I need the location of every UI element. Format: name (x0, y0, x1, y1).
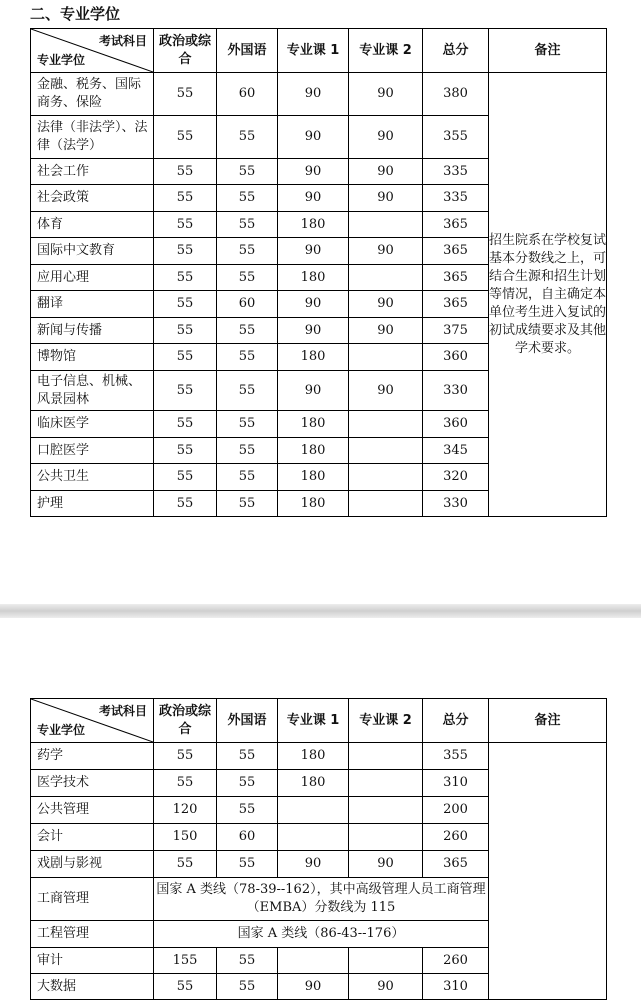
politics-score: 55 (154, 159, 217, 185)
politics-score: 55 (154, 974, 217, 1000)
foreign-language-score: 55 (217, 371, 278, 411)
score-table-1 (30, 28, 607, 517)
total-score: 330 (423, 491, 489, 517)
degree-name: 社会工作 (31, 159, 154, 185)
degree-name: 新闻与传播 (31, 318, 154, 344)
total-score: 365 (423, 238, 489, 265)
course-1-score (278, 797, 349, 824)
politics-score: 55 (154, 185, 217, 212)
foreign-language-score: 55 (217, 770, 278, 797)
course-1-score: 180 (278, 411, 349, 438)
header-exam-subjects: 考试科目 (98, 34, 147, 48)
header-note: 备注 (489, 699, 607, 743)
section-title: 二、专业学位 (30, 5, 121, 23)
course-2-score: 90 (349, 291, 423, 318)
degree-name: 戏剧与影视 (31, 851, 154, 878)
header-total: 总分 (423, 699, 489, 743)
course-2-score: 90 (349, 159, 423, 185)
total-score: 365 (423, 851, 489, 878)
degree-name: 翻译 (31, 291, 154, 318)
course-2-score (349, 344, 423, 371)
table-header-row (31, 29, 607, 73)
header-course-2: 专业课 2 (349, 29, 423, 73)
total-score: 330 (423, 371, 489, 411)
course-2-score: 90 (349, 851, 423, 878)
course-1-score: 90 (278, 318, 349, 344)
politics-score: 55 (154, 491, 217, 517)
degree-name: 审计 (31, 948, 154, 974)
header-politics: 政治或综合 (154, 29, 217, 73)
foreign-language-score: 60 (217, 291, 278, 318)
table-row (31, 73, 607, 116)
course-2-score (349, 743, 423, 770)
table-header-row (31, 699, 607, 743)
national-line-text: 国家 A 类线（86-43--176） (154, 921, 489, 948)
degree-name: 公共卫生 (31, 464, 154, 491)
course-2-score: 90 (349, 116, 423, 159)
politics-score: 55 (154, 291, 217, 318)
total-score: 365 (423, 265, 489, 291)
degree-name: 口腔医学 (31, 438, 154, 464)
course-1-score: 180 (278, 438, 349, 464)
total-score: 260 (423, 824, 489, 851)
foreign-language-score: 55 (217, 974, 278, 1000)
degree-name: 大数据 (31, 974, 154, 1000)
header-note: 备注 (489, 29, 607, 73)
total-score: 345 (423, 438, 489, 464)
total-score: 310 (423, 770, 489, 797)
header-course-1: 专业课 1 (278, 699, 349, 743)
degree-name: 电子信息、机械、风景园林 (31, 371, 154, 411)
degree-name: 临床医学 (31, 411, 154, 438)
header-degree: 专业学位 (37, 53, 86, 67)
course-1-score: 90 (278, 73, 349, 116)
course-1-score: 90 (278, 116, 349, 159)
course-1-score: 90 (278, 291, 349, 318)
total-score: 335 (423, 185, 489, 212)
foreign-language-score: 55 (217, 438, 278, 464)
politics-score: 55 (154, 770, 217, 797)
total-score: 355 (423, 743, 489, 770)
foreign-language-score: 55 (217, 238, 278, 265)
course-2-score: 90 (349, 238, 423, 265)
degree-name: 社会政策 (31, 185, 154, 212)
course-2-score (349, 265, 423, 291)
course-1-score: 180 (278, 491, 349, 517)
foreign-language-score: 55 (217, 116, 278, 159)
foreign-language-score: 55 (217, 411, 278, 438)
score-table-2 (30, 698, 607, 1000)
foreign-language-score: 60 (217, 824, 278, 851)
degree-name: 护理 (31, 491, 154, 517)
politics-score: 55 (154, 238, 217, 265)
degree-name: 工程管理 (31, 921, 154, 948)
degree-name: 会计 (31, 824, 154, 851)
foreign-language-score: 60 (217, 73, 278, 116)
header-foreign-language: 外国语 (217, 29, 278, 73)
course-2-score: 90 (349, 318, 423, 344)
course-2-score (349, 948, 423, 974)
politics-score: 55 (154, 318, 217, 344)
diagonal-header-cell (31, 29, 154, 73)
politics-score: 55 (154, 743, 217, 770)
politics-score: 55 (154, 116, 217, 159)
course-1-score: 180 (278, 265, 349, 291)
header-degree: 专业学位 (37, 723, 86, 737)
politics-score: 55 (154, 73, 217, 116)
foreign-language-score: 55 (217, 212, 278, 238)
course-1-score: 180 (278, 212, 349, 238)
course-1-score: 180 (278, 464, 349, 491)
course-1-score: 90 (278, 185, 349, 212)
course-1-score: 180 (278, 344, 349, 371)
course-2-score: 90 (349, 371, 423, 411)
diagonal-header-cell (31, 699, 154, 743)
politics-score: 55 (154, 411, 217, 438)
foreign-language-score: 55 (217, 743, 278, 770)
politics-score: 55 (154, 371, 217, 411)
course-2-score (349, 824, 423, 851)
total-score: 365 (423, 291, 489, 318)
foreign-language-score: 55 (217, 265, 278, 291)
course-1-score: 180 (278, 743, 349, 770)
course-1-score (278, 824, 349, 851)
course-1-score: 90 (278, 851, 349, 878)
degree-name: 金融、税务、国际商务、保险 (31, 73, 154, 116)
foreign-language-score: 55 (217, 491, 278, 517)
course-2-score (349, 212, 423, 238)
foreign-language-score: 55 (217, 159, 278, 185)
degree-name: 药学 (31, 743, 154, 770)
header-foreign-language: 外国语 (217, 699, 278, 743)
politics-score: 55 (154, 464, 217, 491)
header-politics: 政治或综合 (154, 699, 217, 743)
header-total: 总分 (423, 29, 489, 73)
foreign-language-score: 55 (217, 185, 278, 212)
total-score: 260 (423, 948, 489, 974)
course-1-score: 90 (278, 974, 349, 1000)
politics-score: 150 (154, 824, 217, 851)
degree-name: 医学技术 (31, 770, 154, 797)
note-cell: 招生院系在学校复试基本分数线之上，可结合生源和招生计划等情况，自主确定本单位考生进入复试的初试成绩要求及其他学术要求。 (489, 73, 607, 517)
degree-name: 公共管理 (31, 797, 154, 824)
course-1-score: 90 (278, 159, 349, 185)
degree-name: 国际中文教育 (31, 238, 154, 265)
politics-score: 55 (154, 438, 217, 464)
politics-score: 155 (154, 948, 217, 974)
foreign-language-score: 55 (217, 948, 278, 974)
foreign-language-score: 55 (217, 464, 278, 491)
politics-score: 55 (154, 265, 217, 291)
national-line-text: 国家 A 类线（78-39--162），其中高级管理人员工商管理（EMBA）分数线为 115 (154, 878, 489, 921)
course-2-score (349, 491, 423, 517)
degree-name: 博物馆 (31, 344, 154, 371)
total-score: 320 (423, 464, 489, 491)
degree-name: 法律（非法学）、法律（法学） (31, 116, 154, 159)
politics-score: 55 (154, 212, 217, 238)
degree-name: 工商管理 (31, 878, 154, 921)
total-score: 360 (423, 411, 489, 438)
header-course-2: 专业课 2 (349, 699, 423, 743)
course-1-score: 90 (278, 238, 349, 265)
note-cell (489, 743, 607, 1000)
foreign-language-score: 55 (217, 797, 278, 824)
politics-score: 55 (154, 851, 217, 878)
total-score: 200 (423, 797, 489, 824)
course-2-score: 90 (349, 185, 423, 212)
foreign-language-score: 55 (217, 318, 278, 344)
course-2-score: 90 (349, 73, 423, 116)
course-2-score (349, 464, 423, 491)
course-2-score (349, 770, 423, 797)
course-1-score (278, 948, 349, 974)
total-score: 310 (423, 974, 489, 1000)
page-break (0, 604, 641, 618)
foreign-language-score: 55 (217, 851, 278, 878)
course-2-score (349, 797, 423, 824)
politics-score: 120 (154, 797, 217, 824)
course-2-score (349, 438, 423, 464)
total-score: 355 (423, 116, 489, 159)
course-1-score: 90 (278, 371, 349, 411)
course-2-score (349, 411, 423, 438)
header-exam-subjects: 考试科目 (98, 704, 147, 718)
course-2-score: 90 (349, 974, 423, 1000)
total-score: 360 (423, 344, 489, 371)
course-1-score: 180 (278, 770, 349, 797)
foreign-language-score: 55 (217, 344, 278, 371)
degree-name: 应用心理 (31, 265, 154, 291)
total-score: 380 (423, 73, 489, 116)
total-score: 335 (423, 159, 489, 185)
header-course-1: 专业课 1 (278, 29, 349, 73)
politics-score: 55 (154, 344, 217, 371)
total-score: 365 (423, 212, 489, 238)
degree-name: 体育 (31, 212, 154, 238)
total-score: 375 (423, 318, 489, 344)
table-row (31, 743, 607, 770)
